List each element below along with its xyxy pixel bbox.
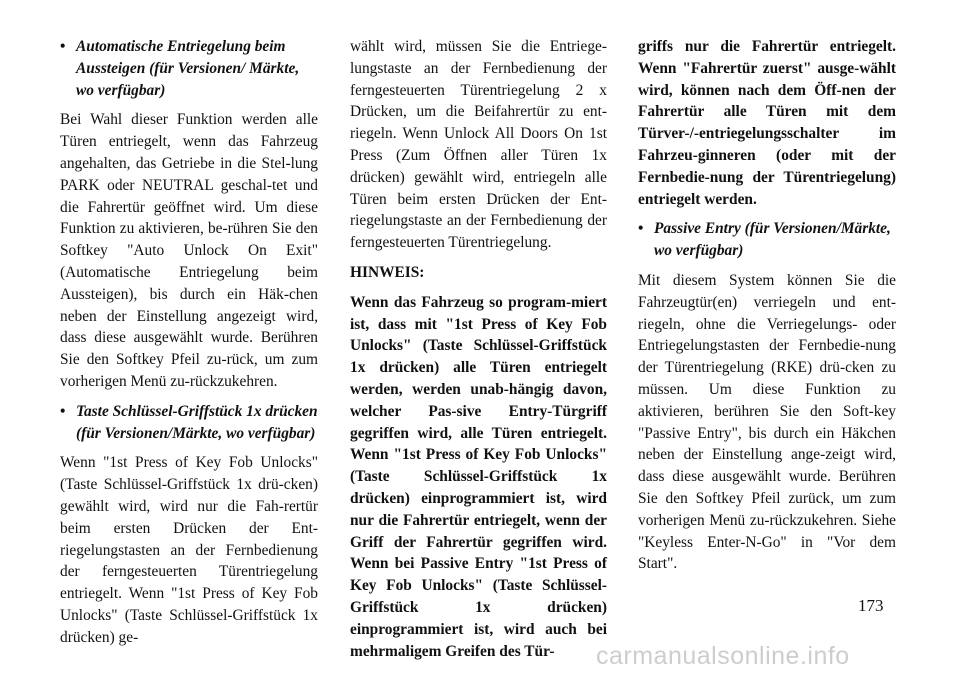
bullet-heading-auto-unlock: • Automatische Entriegelung beim Aussteigen (für Versionen/ Märkte, wo verfügbar) <box>60 36 318 101</box>
page-number: 173 <box>858 596 884 615</box>
paragraph-auto-unlock: Bei Wahl dieser Funktion werden alle Türen entriegelt, wenn das Fahrzeug angehalten, das Getriebe in die Stel-lung PARK oder NEUTRAL geschal-tet und die Fahrertür geöffnet wird. Um diese Funktion zu aktivieren, be-rühren Sie den Softkey "Auto Unlock On Exit" (Automatische Entriegelung beim Aussteigen), bis durch ein Häk-chen neben der Einstellung angezeigt wird, dass diese ausgewählt wurde. Berühren Sie den Softkey Pfeil zu-rück, um zum vorherigen Menü zu-rückzukehren. <box>60 111 318 390</box>
note-heading: HINWEIS: <box>350 263 425 281</box>
footer-watermark: carmanualsonline.info <box>596 642 850 670</box>
paragraph-passive-entry: Mit diesem System können Sie die Fahrzeugtür(en) verriegeln und ent-riegeln, ohne die Verriegelungs- oder Entriegelungstasten der Fernbedie-nung der Türentriegelung (RKE) drü-cken zu müssen. Um diese Funktion zu aktivieren, berühren Sie den Soft-key "Passive Entry", bis durch ein Häkchen neben der Einstellung ange-zeigt wird, dass diese ausgewählt wurde. Berühren Sie den Softkey Pfeil zurück, um zum vorherigen Menü zu-rückzukehren. Siehe "Keyless Enter-N-Go" in "Vor dem Start". <box>638 271 896 573</box>
paragraph-key-fob: Wenn "1st Press of Key Fob Unlocks" (Taste Schlüssel-Griffstück 1x drü-cken) gewählt wird, wird nur die Fah-rertür beim ersten Drücken der Ent-riegelungstasten an der Fernbedienung der ferngesteuerten Türentriegelung entriegelt. Wenn "1st Press of Key Fob Unlocks" (Taste Schlüssel-Griffstück 1x drücken) ge- <box>60 454 318 646</box>
paragraph-key-fob-continued: wählt wird, müssen Sie die Entriege-lungstaste an der Fernbedienung der ferngesteuerten Türentriegelung 2 x Drücken, um die Beifahrertür zu ent-riegeln. Wenn Unlock All Doors On 1st Press (Zum Öffnen aller Türen 1x drücken) gewählt wird, entriegeln alle Türen beim ersten Drücken der Ent-riegelungstaste an der Fernbedienung der ferngesteuerten Türentriegelung. <box>350 38 607 252</box>
column-left <box>60 36 318 657</box>
note-text: Wenn das Fahrzeug so program-miert ist, dass mit "1st Press of Key Fob Unlocks" (Taste Schlüssel-Griffstück 1x drücken) alle Türen entriegelt werden, werden unab-hängig davon, welcher Pas-sive Entry-Türgriff gegriffen wird, alle Türen entriegelt. Wenn "1st Press of Key Fob Unlocks" (Taste Schlüssel-Griffstück 1x drücken) einprogrammiert ist, wird nur die Fahrertür entriegelt, wenn der Griff der Fahrertür gegriffen wird. Wenn bei Passive Entry "1st Press of Key Fob Unlocks" (Taste Schlüssel-Griffstück 1x drücken) einprogrammiert ist, wird auch bei mehrmaligem Greifen des Tür- <box>350 293 607 660</box>
bullet-heading-key-fob: • Taste Schlüssel-Griffstück 1x drücken (für Versionen/Märkte, wo verfügbar) <box>60 401 318 445</box>
column-middle <box>350 36 607 670</box>
note-text-continued: griffs nur die Fahrertür entriegelt. Wenn "Fahrertür zuerst" ausge-wählt wird, können nach dem Öff-nen der Fahrertür alle Türen mit dem Türver-/-entriegelungsschalter im Fahrzeu-ginneren (oder mit der Fernbedie-nung der Türentriegelung) entriegelt werden. <box>638 38 896 208</box>
column-right <box>638 36 896 583</box>
bullet-heading-passive-entry: • Passive Entry (für Versionen/Märkte, wo verfügbar) <box>638 218 896 262</box>
